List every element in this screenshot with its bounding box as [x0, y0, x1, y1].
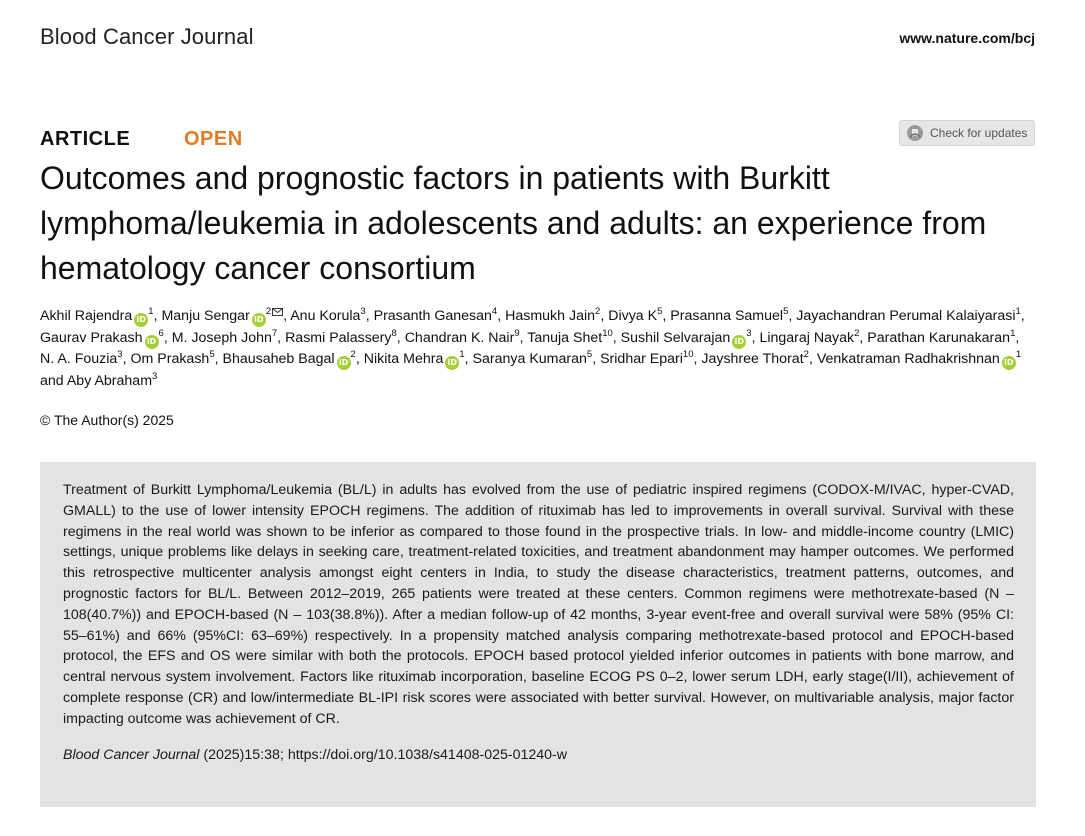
affiliation-number: 2	[803, 349, 809, 360]
check-updates-icon	[906, 124, 924, 142]
author-name[interactable]: Akhil Rajendra	[40, 308, 133, 324]
orcid-icon[interactable]: iD	[134, 313, 148, 327]
author-entry	[867, 327, 1016, 346]
journal-name: Blood Cancer Journal	[40, 24, 254, 49]
author-name[interactable]: Lingaraj Nayak	[759, 329, 855, 346]
author-entry	[40, 327, 164, 346]
affiliation-number: 3	[152, 370, 158, 382]
affiliation-number: 8	[391, 327, 397, 339]
author-entry	[620, 327, 752, 346]
author-name[interactable]: Bhausaheb Bagal	[222, 351, 335, 367]
author-name[interactable]: Sushil Selvarajan	[620, 329, 731, 346]
author-entry	[759, 327, 860, 346]
author-name[interactable]: Rasmi Palassery	[285, 329, 392, 346]
orcid-icon[interactable]: iD	[732, 335, 746, 349]
orcid-icon[interactable]: iD	[145, 335, 159, 349]
author-entry	[608, 308, 662, 324]
check-for-updates-button[interactable]	[899, 120, 1035, 146]
affiliation-number: 5	[586, 349, 593, 360]
affiliation-number: 9	[514, 327, 520, 339]
citation-journal: Blood Cancer Journal	[63, 746, 200, 763]
author-entry	[40, 351, 123, 367]
orcid-icon[interactable]: iD	[252, 313, 266, 327]
affiliation-number: 3	[746, 327, 752, 339]
abstract-box	[40, 462, 1036, 807]
doi-link[interactable]: https://doi.org/10.1038/s41408-025-01240-w	[287, 746, 568, 763]
affiliation-number: 5	[209, 349, 215, 360]
affiliation-number: 1	[459, 349, 465, 360]
citation-volume: (2025)15:38	[203, 746, 280, 763]
author-name[interactable]: Gaurav Prakash	[40, 329, 143, 346]
affiliation-number: 1	[148, 306, 154, 317]
author-entry	[600, 351, 693, 367]
author-entry	[505, 308, 600, 324]
affiliation-number: 10	[602, 327, 613, 339]
affiliation-number: 2	[350, 349, 356, 360]
author-entry	[66, 370, 158, 389]
affiliation-number: 10	[682, 349, 694, 360]
author-entry	[290, 308, 366, 324]
affiliation-number: 1	[1010, 327, 1016, 339]
author-name[interactable]: Anu Korula	[290, 308, 361, 324]
author-entry	[223, 351, 356, 367]
author-name[interactable]: Jayshree Thorat	[701, 351, 804, 367]
author-name[interactable]: N. A. Fouzia	[40, 351, 118, 367]
author-entry	[130, 351, 214, 367]
abstract-text: Treatment of Burkitt Lymphoma/Leukemia (BL/L) in adults has evolved from the use of pediatric inspired regimens (CODOX-M/IVAC, hyper-CVAD, GMALL) to the use of lower intensity EPOCH regimens. The addition of rituximab has led to improvements in overall survival. Survival with these regimens in the real world was shown to be inferior as compared to those found in the prospective trials. In low- and middle-income country (LMIC) settings, unique problems like delays in seeking care, treatment-related toxicities, and treatment abandonment may hamper outcomes. We performed this retrospective multicenter analysis amongst eight centers in India, to study the disease characteristics, treatment patterns, outcomes, and prognostic factors for BL/L. Between 2012–2019, 265 patients were treated at these centers. Common regimens were methotrexate-based (N – 108(40.7%)) and EPOCH-based (N – 103(38.8%)). After a median follow-up of 42 months, 3-year event-free and overall survival were 58% (95% CI: 55–61%) and 66% (95%CI: 63–69%) respectively. In a propensity matched analysis comparing methotrexate-based protocol and EPOCH-based protocol, the EFS and OS were similar with both the protocols. EPOCH based protocol yielded inferior outcomes in patients with bone marrow, and central nervous system involvement. Factors like rituximab incorporation, baseline ECOG PS 0–2, lower serum LDH, early stage(I/II), achievement of complete response (CR) and low/intermediate BL-IPI risk scores were associated with better survival. However, on multivariable analysis, major factor impacting outcome was achievement of CR.	[63, 482, 1014, 727]
author-entry	[40, 308, 154, 324]
author-entry	[670, 308, 788, 324]
affiliation-number: 3	[117, 349, 123, 360]
affiliation-number: 3	[360, 306, 366, 317]
author-name[interactable]: Jayachandran Perumal Kalaiyarasi	[796, 308, 1016, 324]
author-name[interactable]: Saranya Kumaran	[472, 351, 587, 367]
author-entry	[796, 308, 1021, 324]
author-name[interactable]: Divya K	[608, 308, 658, 324]
orcid-icon[interactable]: iD	[1002, 356, 1016, 370]
affiliation-number: 5	[657, 306, 663, 317]
copyright-notice: © The Author(s) 2025	[40, 412, 174, 428]
author-entry	[701, 351, 809, 367]
author-name[interactable]: Sridhar Epari	[600, 351, 683, 367]
check-updates-label: Check for updates	[930, 126, 1028, 140]
affiliation-number: 2	[854, 327, 860, 339]
author-entry	[817, 351, 1021, 367]
author-entry	[285, 327, 397, 346]
authors-conjunction: and	[40, 372, 67, 389]
author-entry	[473, 351, 593, 367]
citation-line	[63, 747, 1014, 763]
article-type-label: ARTICLE	[40, 128, 131, 150]
author-name[interactable]: Venkatraman Radhakrishnan	[816, 351, 1000, 367]
author-name[interactable]: Tanuja Shet	[527, 329, 603, 346]
orcid-icon[interactable]: iD	[337, 356, 351, 370]
affiliation-number: 2	[265, 306, 272, 317]
author-name[interactable]: Nikita Mehra	[363, 351, 444, 367]
affiliation-number: 7	[271, 327, 278, 339]
author-name[interactable]: Prasanth Ganesan	[373, 308, 492, 324]
citation-separator: ;	[279, 746, 284, 763]
orcid-icon[interactable]: iD	[445, 356, 459, 370]
author-name[interactable]: Manju Sengar	[161, 308, 250, 324]
affiliation-number: 1	[1015, 349, 1022, 360]
author-name[interactable]: Parathan Karunakaran	[867, 329, 1011, 346]
affiliation-number: 2	[595, 306, 601, 317]
journal-website-link[interactable]: www.nature.com/bcj	[899, 30, 1035, 46]
author-entry	[364, 351, 465, 367]
author-name[interactable]: Prasanna Samuel	[670, 308, 784, 324]
open-access-label: OPEN	[184, 128, 243, 150]
affiliation-number: 1	[1015, 306, 1021, 317]
author-entry	[374, 308, 498, 324]
author-entry	[527, 327, 613, 346]
article-title: Outcomes and prognostic factors in patients with Burkitt lymphoma/leukemia in adolescents and adults: an experience from hematology cancer consortium	[40, 160, 987, 286]
affiliation-number: 6	[158, 327, 164, 339]
author-name[interactable]: Hasmukh Jain	[505, 308, 596, 324]
author-entry	[161, 308, 283, 324]
affiliation-number: 5	[783, 306, 789, 317]
author-list: Akhil Rajendra $iD^1$, Manju Sengar $iD^2$ , Anu Korula$^3$, Prasanth Ganesan$^4$, Hasmukh Jain$^2$, Divya $K^5$, Prasanna Samuel$^5$, Jayachandran Perumal Kalaiyarasi$^1$, Gaurav Prakash $iD^6$, M. Joseph John$^7$, Rasmi Palassery$^8$, Chandran K. Nair$^9$, Tanuja Shet$^{10}$, Sushil Selvarajan $iD^3$, Lingaraj Nayak$^2$, Parathan Karunakaran$^1$, N. A. Fouzia$^3$, Om Prakash$^5$, Bhausaheb Bagal $iD^2$, Nikita Mehra $iD^1$, Saranya Kumaran$^5$, Sridhar Epari$^{10}$, Jayshree Thorat$^2$, Venkatraman Radhakrishnan $iD^1$ and Aby Abraham$^3$	[40, 306, 1025, 389]
author-entry	[171, 327, 278, 346]
author-name[interactable]: Chandran K. Nair	[404, 329, 515, 346]
author-name[interactable]: Om Prakash	[130, 351, 210, 367]
author-name[interactable]: M. Joseph John	[171, 329, 272, 346]
author-entry	[404, 327, 520, 346]
author-name[interactable]: Aby Abraham	[66, 372, 153, 389]
email-icon[interactable]	[272, 308, 283, 316]
affiliation-number: 4	[491, 306, 498, 317]
